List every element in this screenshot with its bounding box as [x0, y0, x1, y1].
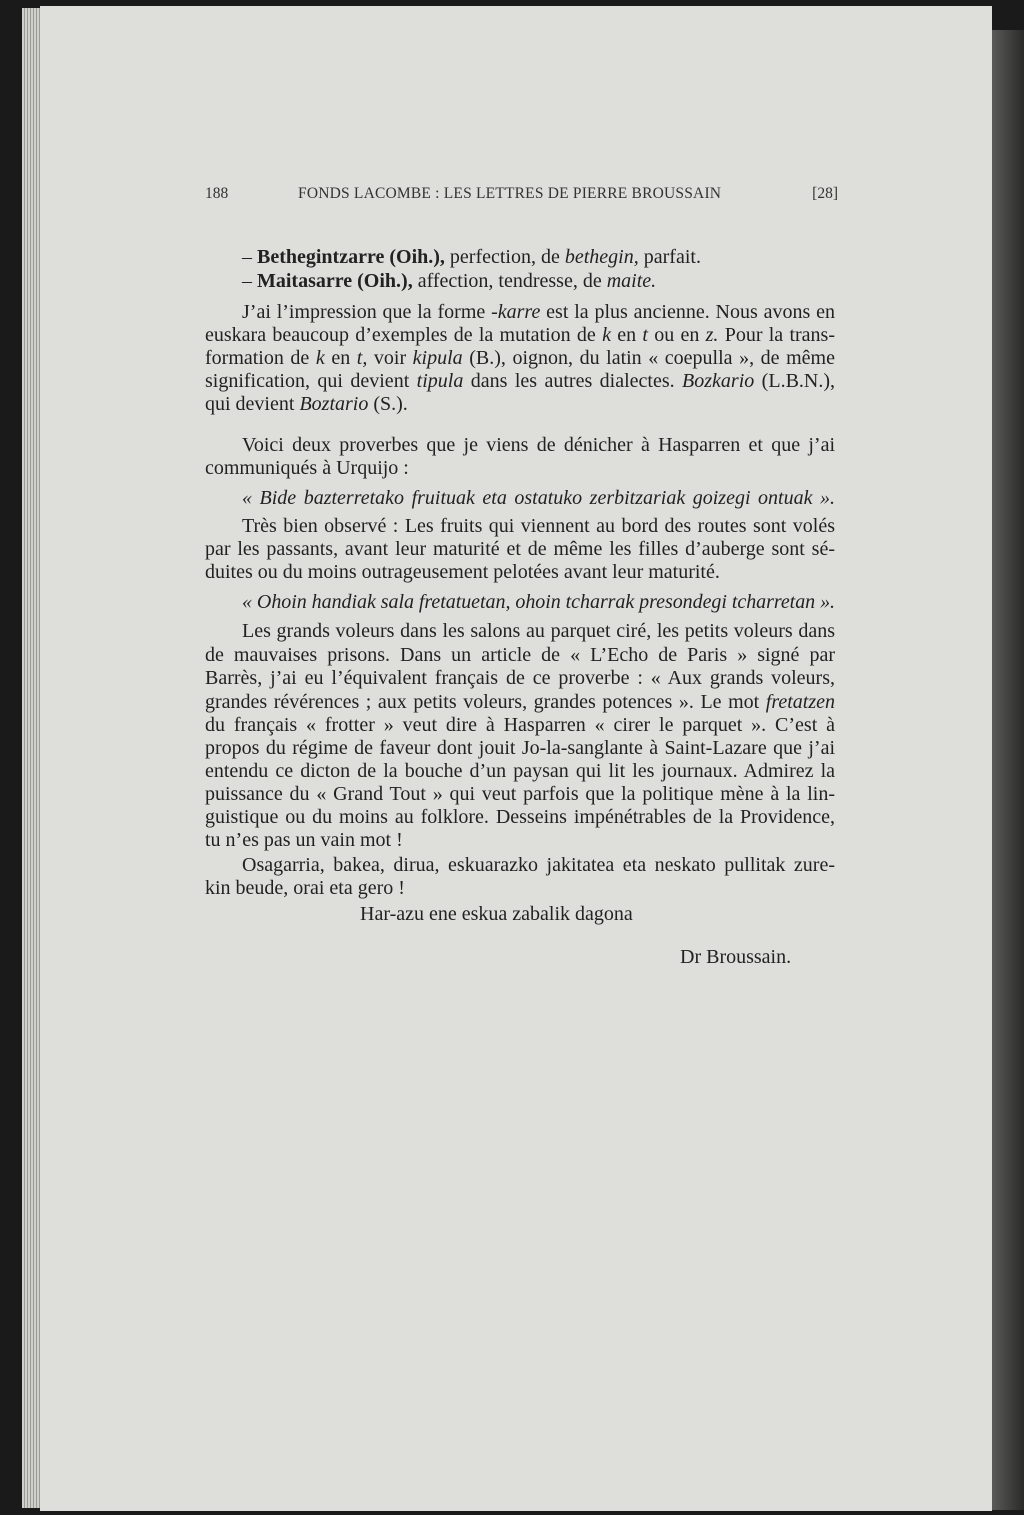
text-line: [205, 644, 835, 667]
text-line: [205, 691, 835, 714]
text-line-content: [242, 270, 656, 292]
text-line: [242, 591, 835, 614]
text-segment: Barrès, j’ai eu l’équivalent français de ce proverbe : « Aux grands voleurs,: [205, 667, 835, 689]
text-line: [205, 538, 835, 561]
text-segment: kin beude, orai eta gero !: [205, 877, 405, 899]
italic-text: « Bide bazterretako fruituak eta ostatuko zerbitzariak goizegi ontuak ».: [242, 487, 835, 509]
text-line: [242, 487, 835, 510]
italic-text: bethegin,: [564, 246, 639, 268]
text-line: [205, 806, 835, 829]
text-line-content: [205, 667, 835, 689]
text-line: [242, 270, 835, 293]
text-segment: ou en: [647, 324, 706, 346]
italic-text: Bozkario: [682, 370, 755, 392]
text-line: [205, 760, 835, 783]
text-segment: parfait.: [638, 246, 701, 268]
text-line: [205, 393, 835, 416]
text-line-content: [205, 370, 835, 392]
text-segment: Très bien observé : Les fruits qui viennent au bord des routes sont volés: [242, 515, 835, 537]
text-segment: duites ou du moins outrageusement pelotées avant leur maturité.: [205, 561, 720, 583]
text-segment: euskara beaucoup d’exemples de la mutation de: [205, 324, 603, 346]
text-segment: J’ai l’impression que la forme: [242, 301, 492, 323]
text-line: [242, 515, 835, 538]
text-segment: Pour la trans-: [718, 324, 835, 346]
text-line-content: [205, 561, 720, 583]
text-segment: Dr Broussain.: [680, 946, 792, 968]
text-segment: (B.), oignon, du latin « coepulla », de même: [462, 347, 835, 369]
page-number: 188: [205, 185, 229, 202]
italic-text: -karre: [491, 301, 541, 323]
text-segment: guistique ou du moins au folklore. Desseins impénétrables de la Providence,: [205, 806, 835, 828]
text-line-content: [242, 246, 701, 268]
text-segment: qui devient: [205, 393, 300, 415]
italic-text: tipula: [416, 370, 464, 392]
bold-term: Bethegintzarre (Oih.),: [257, 246, 445, 268]
italic-text: « Ohoin handiak sala fretatuetan, ohoin tcharrak presondegi tcharretan ».: [242, 591, 835, 613]
text-line-content: [242, 487, 835, 509]
text-line: [242, 246, 835, 269]
text-line: [680, 946, 835, 969]
italic-text: Boztario: [299, 393, 369, 415]
text-segment: Voici deux proverbes que je viens de dénicher à Hasparren et que j’ai: [242, 434, 836, 456]
text-line-content: [205, 714, 835, 736]
text-line: [205, 457, 835, 480]
text-segment: –: [242, 246, 257, 268]
text-segment: formation de: [205, 347, 316, 369]
text-segment: dans les autres dialectes.: [463, 370, 683, 392]
text-segment: perfection, de: [444, 246, 565, 268]
text-segment: (S.).: [368, 393, 408, 415]
text-segment: signification, qui devient: [205, 370, 417, 392]
text-line-content: [205, 457, 409, 479]
text-segment: entendu ce dicton de la bouche d’un paysan qui lit les journaux. Admirez la: [205, 760, 835, 782]
text-segment: de mauvaises prisons. Dans un article de « L’Echo de Paris » signé par: [205, 644, 835, 666]
text-segment: Har-azu ene eskua zabalik dagona: [360, 903, 633, 925]
text-segment: grandes révérences ; aux petits voleurs, grandes potences ». Le mot: [205, 691, 766, 713]
text-segment: –: [242, 270, 257, 292]
italic-text: t,: [356, 347, 368, 369]
italic-text: k: [315, 347, 325, 369]
text-segment: puissance du « Grand Tout » qui veut parfois que la politique mène à la lin-: [205, 783, 835, 805]
text-line-content: [242, 434, 835, 456]
text-line-content: [242, 591, 835, 613]
italic-text: k: [602, 324, 611, 346]
text-segment: tu n’es pas un vain mot !: [205, 829, 403, 851]
text-line: [242, 854, 835, 877]
text-line: [205, 829, 835, 852]
text-segment: en: [610, 324, 643, 346]
italic-text: maite.: [606, 270, 657, 292]
italic-text: kipula: [412, 347, 463, 369]
running-title: FONDS LACOMBE : LES LETTRES DE PIERRE BROUSSAIN: [298, 185, 722, 202]
text-segment: (L.B.N.),: [754, 370, 836, 392]
page-stack-edges: [22, 8, 42, 1508]
text-line: [205, 714, 835, 737]
text-segment: en: [324, 347, 357, 369]
text-line-content: [205, 324, 835, 346]
text-line-content: [360, 903, 633, 925]
italic-text: t: [642, 324, 648, 346]
text-line: [205, 347, 835, 370]
text-segment: est la plus ancienne. Nous avons en: [540, 301, 835, 323]
text-line: [242, 434, 835, 457]
text-line-content: [205, 393, 408, 415]
text-line: [205, 370, 835, 393]
text-segment: Osagarria, bakea, dirua, eskuarazko jakitatea eta neskato pullitak zure-: [242, 854, 835, 876]
text-line-content: [205, 644, 835, 666]
text-line-content: [205, 783, 835, 805]
text-segment: par les passants, avant leur maturité et de même les filles d’auberge sont sé-: [205, 538, 836, 560]
text-line-content: [205, 538, 835, 560]
italic-text: fretatzen: [765, 691, 836, 713]
text-line-content: [242, 854, 835, 876]
text-line: [205, 667, 835, 690]
text-line-content: [242, 515, 835, 537]
text-segment: affection, tendresse, de: [412, 270, 607, 292]
italic-text: z.: [705, 324, 719, 346]
text-line-content: [205, 760, 835, 782]
text-segment: propos du régime de faveur dont jouit Jo-la-sanglante à Saint-Lazare que j’ai: [205, 737, 835, 759]
text-line-content: [205, 737, 835, 759]
text-line: [205, 783, 835, 806]
text-line-content: [680, 946, 791, 968]
text-line-content: [205, 806, 835, 828]
text-line-content: [242, 301, 835, 323]
facing-page-edge: [992, 30, 1024, 1510]
text-segment: voir: [367, 347, 413, 369]
text-line: [205, 877, 835, 900]
text-segment: Les grands voleurs dans les salons au parquet ciré, les petits voleurs dans: [242, 620, 835, 642]
text-line: [242, 620, 835, 643]
section-number: [28]: [812, 185, 838, 202]
text-line: [205, 737, 835, 760]
text-line-content: [205, 691, 835, 713]
text-segment: communiqués à Urquijo :: [205, 457, 409, 479]
text-line: [205, 561, 835, 584]
text-segment: du français « frotter » veut dire à Hasparren « cirer le parquet ». C’est à: [205, 714, 835, 736]
text-line: [205, 324, 835, 347]
bold-term: Maitasarre (Oih.),: [257, 270, 413, 292]
text-line: [242, 301, 835, 324]
text-line-content: [242, 620, 835, 642]
text-line-content: [205, 347, 835, 369]
text-line-content: [205, 829, 403, 851]
text-line-content: [205, 877, 405, 899]
running-header: [205, 185, 838, 205]
text-line: [360, 903, 835, 926]
